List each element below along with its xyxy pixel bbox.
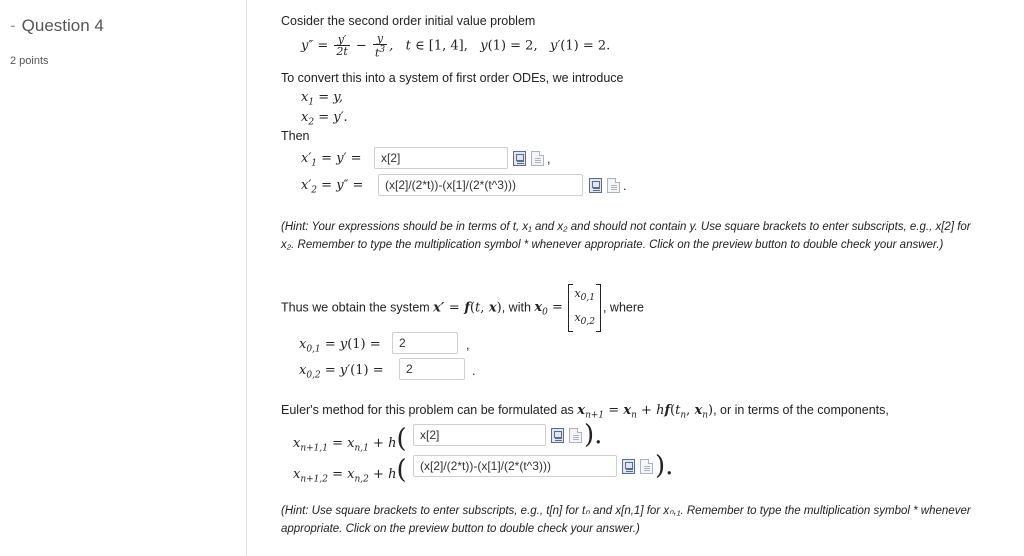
- preview-icon[interactable]: [513, 151, 526, 166]
- euler-line: Euler's method for this problem can be formulated as $x_{n+1} = x_n + hf(t_n$, $x_n$), or in terms of the components,: [281, 403, 889, 421]
- x1-def: $x_1 = y$,: [301, 90, 344, 108]
- question-title: [10, 16, 104, 36]
- page-icon[interactable]: [607, 178, 620, 193]
- question-content: [281, 0, 1001, 556]
- x1-prime-input[interactable]: x[2]: [374, 147, 508, 169]
- hint-1: (Hint: Your expressions should be in terms of t, x₁ and x₂ and should not contain y. Use square brackets to enter subscripts, e.g., x[2] for x₂. Remember to type the multiplication symbol * whenever appropriate. Click on the preview button to double check your answer.): [281, 221, 971, 251]
- euler1-label: $x_{n+1,1} = x_{n,1} + h$(: [293, 424, 407, 454]
- x01-label: $x_{0,1} = y(1)$ =: [299, 337, 381, 355]
- x02-input[interactable]: 2: [399, 358, 465, 380]
- euler2-label: $x_{n+1,2} = x_{n,2} + h$(: [293, 455, 407, 485]
- then-label: Then: [281, 129, 310, 143]
- page-icon[interactable]: [569, 428, 582, 443]
- system-line: Thus we obtain the system x′ = f(t, x), with $x_0 = x_{0,1}$ $x_{0,2}$, where: [281, 284, 644, 332]
- question-sidebar: [0, 0, 247, 556]
- intro-text: Cosider the second order initial value problem: [281, 14, 536, 28]
- period: .: [623, 179, 627, 193]
- period: .: [472, 364, 476, 378]
- preview-icon[interactable]: [589, 178, 602, 193]
- system-text-pre: Thus we obtain the system: [281, 300, 430, 315]
- preview-icon[interactable]: [622, 459, 635, 474]
- question-points: 2 points: [10, 55, 49, 67]
- system-text-where: , where: [602, 300, 644, 315]
- collapse-dash[interactable]: -: [10, 16, 16, 35]
- x2-prime-label: $x'_2 = y''$ =: [301, 178, 364, 196]
- page-icon[interactable]: [640, 459, 653, 474]
- hint-2: (Hint: Use square brackets to enter subscripts, e.g., t[n] for tₙ and x[n,1] for xₙ,₁. Remember to type the multiplication symbol * whenever appropriate. Click on the preview button to double check your answer.): [281, 505, 971, 535]
- x01-input[interactable]: 2: [392, 332, 458, 354]
- question-title-text: Question 4: [21, 16, 104, 35]
- ode-equation: y″ = $\frac{y'}{2t}$ − $\frac{y}{t^3}$ , t ∈ [1, 4], y(1) = 2, y′(1) = 2.: [301, 32, 611, 60]
- euler-text: Euler's method for this problem can be formulated as: [281, 403, 574, 417]
- x02-label: $x_{0,2} = y'(1)$ =: [299, 363, 384, 381]
- close-paren: ).: [655, 451, 674, 481]
- comma: ,: [466, 338, 470, 352]
- comma: ,: [547, 152, 551, 166]
- euler1-input[interactable]: x[2]: [413, 424, 546, 446]
- x2-prime-input[interactable]: (x[2]/(2*t))-(x[1]/(2*(t^3))): [378, 174, 583, 196]
- x2-def: $x_2 = y'$.: [301, 110, 348, 128]
- system-text-with: , with: [501, 300, 531, 315]
- convert-text: To convert this into a system of first order ODEs, we introduce: [281, 71, 624, 85]
- x1-prime-label: $x'_1 = y'$ =: [301, 151, 362, 169]
- euler-text-post: , or in terms of the components,: [713, 403, 889, 417]
- preview-icon[interactable]: [551, 428, 564, 443]
- euler2-input[interactable]: (x[2]/(2*t))-(x[1]/(2*(t^3))): [413, 455, 617, 477]
- close-paren: ).: [584, 420, 603, 450]
- page-icon[interactable]: [531, 151, 544, 166]
- x0-vector: $x_{0,1}$ $x_{0,2}$: [568, 284, 601, 332]
